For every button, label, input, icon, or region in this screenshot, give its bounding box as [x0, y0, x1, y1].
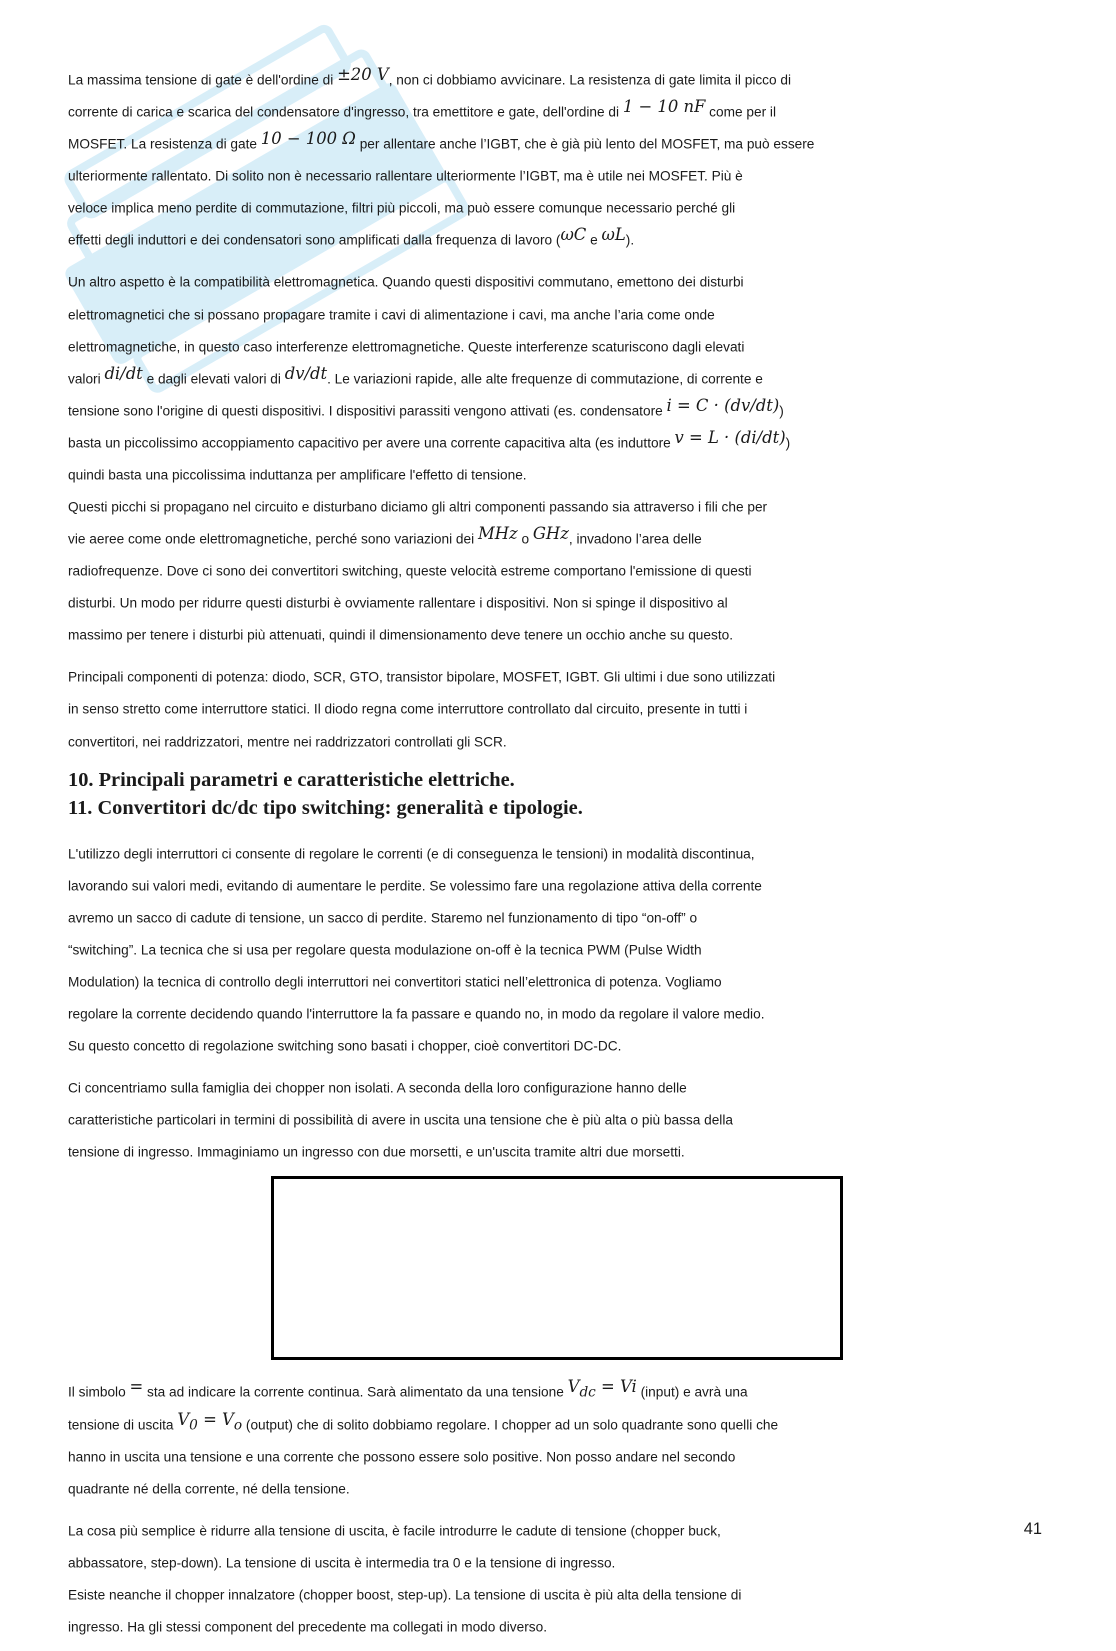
- text-line: [68, 425, 1048, 457]
- text-run: tensione di uscita: [68, 1416, 178, 1432]
- heading-section-11: 11. Convertitori dc/dc tipo switching: generalità e tipologie.: [68, 796, 583, 819]
- text-line: [68, 1471, 1048, 1503]
- paragraph-buck: [68, 1513, 1048, 1577]
- text-line: [68, 836, 1048, 868]
- text-line: [68, 1070, 1048, 1102]
- text-run: ): [779, 403, 784, 419]
- text-line: [68, 585, 1048, 617]
- math-expression: V: [177, 1409, 190, 1429]
- text-line: [68, 1577, 1048, 1609]
- text-run: come per il: [705, 104, 776, 120]
- text-line: [68, 361, 1048, 393]
- text-run: Il simbolo: [68, 1384, 130, 1400]
- text-line: [68, 659, 1048, 691]
- text-run: disturbi. Un modo per ridurre questi disturbi è ovviamente rallentare i dispositivi. Non si spinge il dispositivo al: [68, 595, 728, 611]
- text-run: lavorando sui valori medi, evitando di aumentare le perdite. Se volessimo fare una regolazione attiva della corrente: [68, 878, 762, 893]
- text-line: [68, 62, 1048, 94]
- text-line: [68, 868, 1048, 900]
- math-expression: di/dt: [104, 363, 143, 383]
- text-run: e: [586, 232, 602, 248]
- math-expression: MHz: [477, 524, 518, 544]
- paragraph-gate-voltage: [68, 62, 1048, 254]
- math-subscript: dc: [579, 1384, 596, 1401]
- text-line: [68, 1102, 1048, 1134]
- text-line: [68, 457, 1048, 489]
- math-expression: dv/dt: [284, 363, 328, 383]
- text-line: [68, 1513, 1048, 1545]
- math-subscript: 0: [189, 1416, 198, 1433]
- text-run: Esiste neanche il chopper innalzatore (chopper boost, step-up). La tensione di uscita è più alta della tensione di: [68, 1587, 742, 1603]
- text-run: quadrante né della corrente, né della tensione.: [68, 1480, 350, 1496]
- math-expression: 1 − 10 nF: [622, 97, 706, 117]
- math-expression: = Vi: [595, 1377, 637, 1397]
- text-run: avremo un sacco di cadute di tensione, un sacco di perdite. Staremo nel funzionamento di tipo “on-off” o: [68, 910, 698, 926]
- text-run: Su questo concetto di regolazione switching sono basati i chopper, cioè convertitori DC-DC.: [68, 1038, 622, 1054]
- text-line: [68, 1439, 1048, 1471]
- text-line: [68, 190, 1048, 222]
- text-line: [68, 489, 1048, 521]
- text-run: Principali componenti di potenza: diodo, SCR, GTO, transistor bipolare, MOSFET, IGBT. Gli ultimi i due sono utilizzati: [68, 669, 776, 685]
- text-run: , invadono l’area delle: [568, 531, 702, 547]
- text-line: [68, 1134, 1048, 1166]
- math-expression: ωC: [560, 225, 587, 245]
- paragraph-emc: [68, 264, 1048, 489]
- text-run: o: [517, 531, 533, 547]
- math-expression: v = L · (di/dt): [674, 427, 786, 447]
- heading-section-10: 10. Principali parametri e caratteristiche elettriche.: [68, 768, 515, 791]
- text-run: elettromagnetiche, in questo caso interferenze elettromagnetiche. Queste interferenze scaturiscono dagli elevati: [68, 338, 745, 354]
- page-content: [68, 62, 1048, 1651]
- text-line: [68, 1407, 1048, 1439]
- text-run: basta un piccolissimo accoppiamento capacitivo per avere una corrente capacitiva alta (es induttore: [68, 435, 675, 451]
- text-run: convertitori, nei raddrizzatori, mentre nei raddrizzatori controllati gli SCR.: [68, 733, 507, 749]
- text-line: [68, 996, 1048, 1028]
- text-run: ).: [625, 232, 635, 248]
- text-run: massimo per tenere i disturbi più attenuati, quindi il dimensionamento deve tenere un occhio anche su questo.: [68, 627, 734, 643]
- text-line: [68, 297, 1048, 329]
- text-run: veloce implica meno perdite di commutazione, filtri più piccoli, ma può essere comunque necessario perché gli: [68, 200, 736, 216]
- text-run: ulteriormente rallentato. Di solito non è necessario rallentare ulteriormente l’IGBT, ma è utile nei MOSFET. Più è: [68, 168, 743, 184]
- text-run: Questi picchi si propagano nel circuito e disturbano diciamo gli altri componenti passando sia attraverso i fili che per: [68, 499, 768, 515]
- text-line: [68, 158, 1048, 190]
- text-run: tensione sono l'origine di questi dispositivi. I dispositivi parassiti vengono attivati (es. condensatore: [68, 403, 667, 419]
- text-run: per allentare anche l’IGBT, che è già più lento del MOSFET, ma può essere: [355, 136, 815, 152]
- text-run: quindi basta una piccolissima induttanza per amplificare l'effetto di tensione.: [68, 467, 527, 483]
- text-run: ): [785, 435, 791, 451]
- text-run: Un altro aspetto è la compatibilità elettromagnetica. Quando questi dispositivi commutano, emettono dei disturbi: [68, 274, 744, 290]
- text-run: radiofrequenze. Dove ci sono dei convertitori switching, queste velocità estreme comportano l'emissione di questi: [68, 563, 752, 579]
- text-line: [68, 964, 1048, 996]
- text-run: L'utilizzo degli interruttori ci consente di regolare le correnti (e di conseguenza le tensioni) in modalità discontinua,: [68, 845, 755, 861]
- math-expression: 10 − 100 Ω: [260, 129, 356, 149]
- text-line: [68, 521, 1048, 553]
- paragraph-power-components: [68, 659, 1048, 755]
- math-subscript: o: [233, 1416, 243, 1433]
- paragraph-non-isolated-chopper: [68, 1070, 1048, 1166]
- text-line: [68, 126, 1048, 158]
- text-run: corrente di carica e scarica del condensatore d'ingresso, tra emettitore e gate, dell'ordine di: [68, 104, 623, 120]
- text-run: valori: [68, 370, 105, 386]
- text-run: La cosa più semplice è ridurre alla tensione di uscita, è facile introdurre le cadute di tensione (chopper buck,: [68, 1523, 721, 1539]
- text-line: [68, 617, 1048, 649]
- text-run: ingresso. Ha gli stessi component del precedente ma collegati in modo diverso.: [68, 1619, 547, 1635]
- math-expression: V: [567, 1377, 580, 1397]
- text-run: caratteristiche particolari in termini di possibilità di avere in uscita una tensione che è più alta o più bassa della: [68, 1112, 733, 1128]
- text-line: [68, 900, 1048, 932]
- text-run: “switching”. La tecnica che si usa per regolare questa modulazione on-off è la tecnica PWM (Pulse Width: [68, 942, 702, 958]
- paragraph-switching-pwm: [68, 836, 1048, 1061]
- text-run: , non ci dobbiamo avvicinare. La resistenza di gate limita il picco di: [388, 72, 792, 88]
- math-expression: i = C · (dv/dt): [666, 395, 780, 415]
- text-line: [68, 1374, 1048, 1406]
- text-run: regolare la corrente decidendo quando l'interruttore la fa passare e quando no, in modo da regolare il valore medio.: [68, 1006, 765, 1022]
- text-line: [68, 553, 1048, 585]
- page-number: 41: [1023, 1520, 1042, 1538]
- text-run: Modulation) la tecnica di controllo degli interruttori nei convertitori statici nell’elettronica di potenza. Vogliamo: [68, 974, 722, 990]
- math-expression: ωL: [601, 225, 626, 245]
- text-line: [68, 1609, 1048, 1641]
- text-run: MOSFET. La resistenza di gate: [68, 136, 261, 152]
- text-line: [68, 724, 1048, 756]
- math-expression: =: [129, 1377, 144, 1397]
- text-run: e dagli elevati valori di: [142, 370, 285, 386]
- text-line: [68, 1545, 1048, 1577]
- paragraph-disturbances: [68, 489, 1048, 649]
- text-line: [68, 264, 1048, 296]
- text-line: [68, 94, 1048, 126]
- text-run: effetti degli induttori e dei condensatori sono amplificati dalla frequenza di lavoro (: [68, 232, 561, 248]
- chopper-figure-box: [271, 1176, 843, 1360]
- text-line: [68, 329, 1048, 361]
- text-run: elettromagnetici che si possano propagare tramite i cavi di alimentazione i cavi, ma anche l’aria come onde: [68, 306, 715, 322]
- text-run: tensione di ingresso. Immaginiamo un ingresso con due morsetti, e un'uscita tramite altri due morsetti.: [68, 1144, 685, 1160]
- text-line: [68, 1028, 1048, 1060]
- text-run: La massima tensione di gate è dell'ordine di: [68, 72, 338, 88]
- math-expression: ±20 V: [337, 65, 389, 84]
- paragraph-dc-symbol: [68, 1374, 1048, 1502]
- text-run: abbassatore, step-down). La tensione di uscita è intermedia tra 0 e la tensione di ingresso.: [68, 1555, 616, 1571]
- text-run: . Le variazioni rapide, alle alte frequenze di commutazione, di corrente e: [327, 370, 763, 386]
- text-line: [68, 393, 1048, 425]
- math-expression: = V: [197, 1409, 234, 1429]
- text-run: in senso stretto come interruttore statici. Il diodo regna come interruttore controllato dal circuito, presente in tutti i: [68, 701, 748, 717]
- text-run: (output) che di solito dobbiamo regolare. I chopper ad un solo quadrante sono quelli che: [242, 1416, 779, 1432]
- text-line: [68, 932, 1048, 964]
- text-run: hanno in uscita una tensione e una corrente che possono essere solo positive. Non posso andare nel secondo: [68, 1448, 736, 1464]
- text-run: Ci concentriamo sulla famiglia dei chopper non isolati. A seconda della loro configurazione hanno delle: [68, 1080, 687, 1096]
- text-run: (input) e avrà una: [636, 1384, 748, 1400]
- text-line: [68, 222, 1048, 254]
- text-line: [68, 691, 1048, 723]
- text-run: sta ad indicare la corrente continua. Sarà alimentato da una tensione: [143, 1384, 568, 1400]
- math-expression: GHz: [532, 524, 569, 544]
- paragraph-boost: [68, 1577, 1048, 1641]
- text-run: vie aeree come onde elettromagnetiche, perché sono variazioni dei: [68, 531, 478, 547]
- section-headings: [68, 766, 1048, 822]
